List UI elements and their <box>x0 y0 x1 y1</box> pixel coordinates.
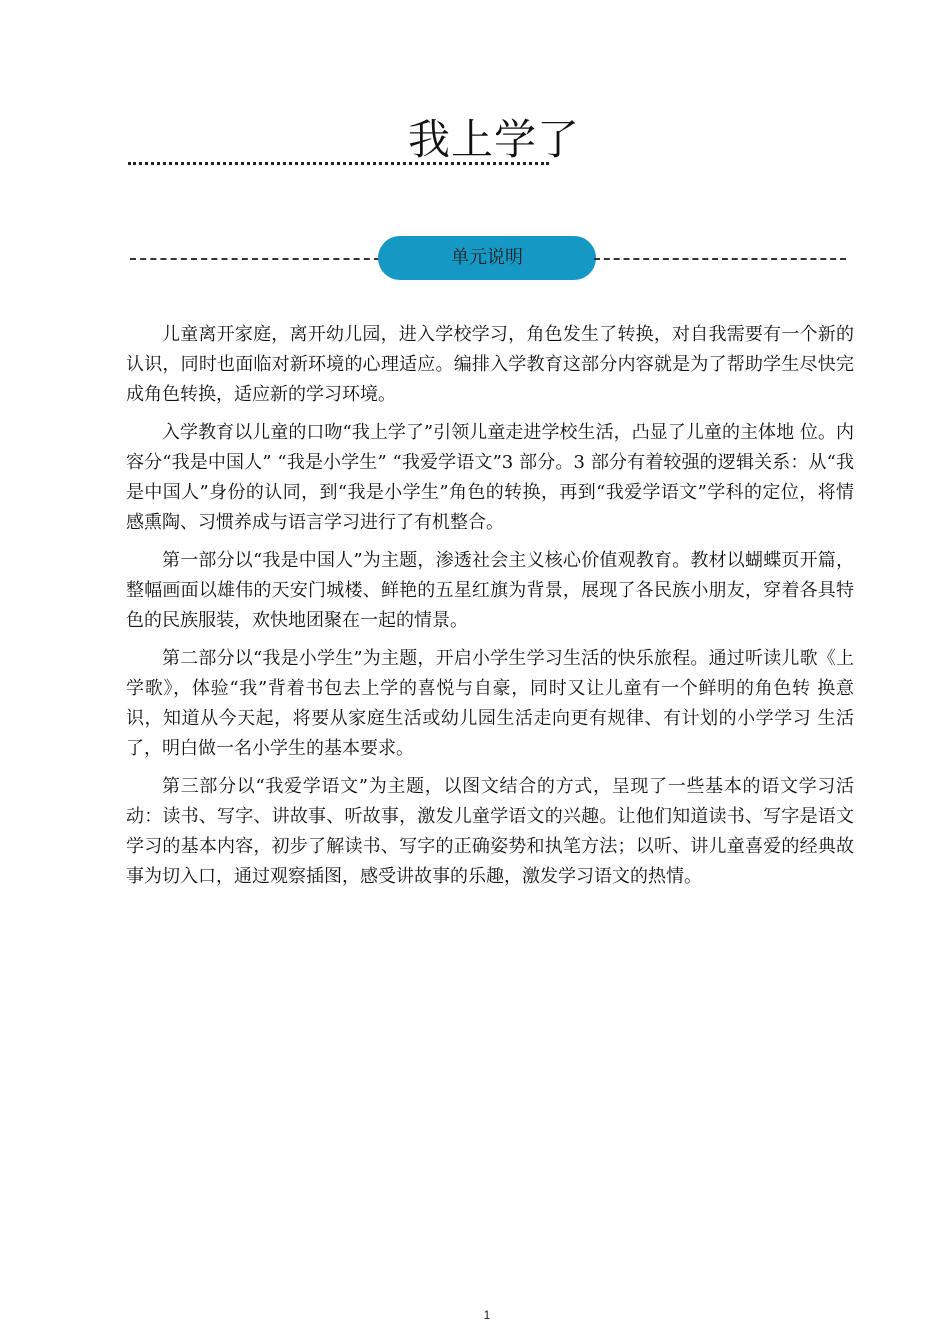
section-divider-left <box>130 258 380 260</box>
page-number: 1 <box>483 1308 491 1322</box>
paragraph-1: 儿童离开家庭，离开幼儿园，进入学校学习，角色发生了转换，对自我需要有一个新的认识，同时也面临对新环境的心理适应。编排入学教育这部分内容就是为了帮助学生尽快完成角色转换，适应新的学习环境。 <box>126 324 854 405</box>
title-dotted-underline <box>128 162 549 165</box>
paragraph-3: 第一部分以“我是中国人”为主题，渗透社会主义核心价值观教育。教材以蝴蝶页开篇，整幅画面以雄伟的天安门城楼、鲜艳的五星红旗为背景，展现了各民族小朋友，穿着各具特色的民族服装，欢快地团聚在一起的情景。 <box>126 550 854 631</box>
section-heading-pill: 单元说明 <box>378 236 596 280</box>
paragraph-5: 第三部分以“我爱学语文”为主题，以图文结合的方式，呈现了一些基本的语文学习活动：读书、写字、讲故事、听故事，激发儿童学语文的兴趣。让他们知道读书、写字是语文学习的基本内容，初步了解读书、写字的正确姿势和执笔方法；以听、讲儿童喜爱的经典故事为切入口，通过观察插图，感受讲故事的乐趣，激发学习语文的热情。 <box>126 776 854 887</box>
page-title: 我上学了 <box>408 115 581 164</box>
body-text <box>126 320 854 900</box>
paragraph-2: 入学教育以儿童的口吻“我上学了”引领儿童走进学校生活，凸显了儿童的主体地 位。内容分“我是中国人” “我是小学生” “我爱学语文”3 部分。3 部分有着较强的逻辑关系：从“我是中国人”身份的认同，到“我是小学生”角色的转换，再到“我爱学语文”学科的定位，将情感熏陶、习惯养成与语言学习进行了有机整合。 <box>126 422 854 533</box>
section-divider-right <box>594 258 846 260</box>
paragraph-4: 第二部分以“我是小学生”为主题，开启小学生学习生活的快乐旅程。通过听读儿歌《上学歌》，体验“我”背着书包去上学的喜悦与自豪，同时又让儿童有一个鲜明的角色转 换意识，知道从今天起，将要从家庭生活或幼儿园生活走向更有规律、有计划的小学学习 生活了，明白做一名小学生的基本要求。 <box>126 648 854 759</box>
